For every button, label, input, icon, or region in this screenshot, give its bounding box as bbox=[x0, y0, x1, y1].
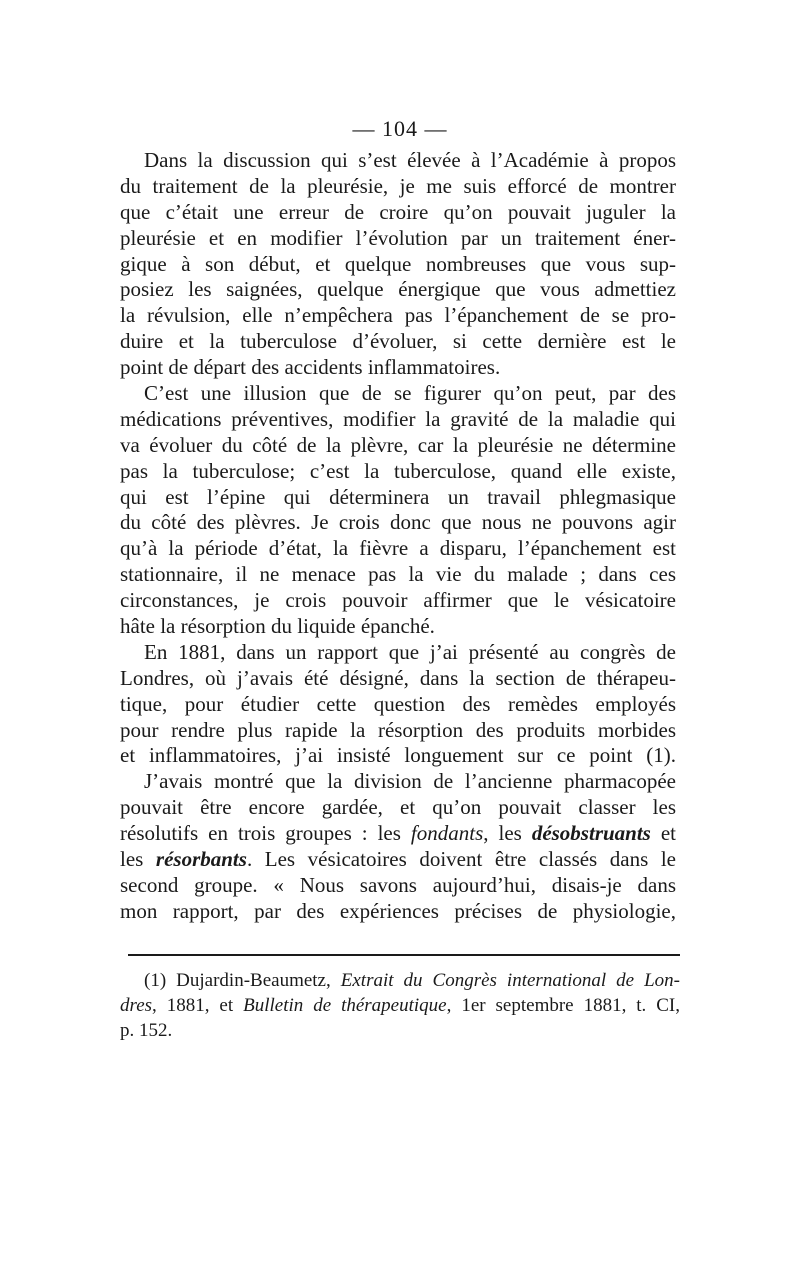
text-line: va évoluer du côté de la plèvre, car la pleurésie ne détermine bbox=[120, 432, 676, 457]
footnote-line bbox=[120, 968, 680, 993]
footnote-title: Extrait du Congrès international de Lon- bbox=[340, 970, 680, 991]
text-line: pour rendre plus rapide la résorption des produits morbides bbox=[120, 717, 676, 742]
text-line: pouvait être encore gardée, et qu’on pouvait classer les bbox=[120, 795, 676, 820]
footnote-line bbox=[120, 993, 680, 1018]
text-line: duire et la tuberculose d’évoluer, si cette dernière est le bbox=[120, 329, 676, 354]
text-line: que c’était une erreur de croire qu’on pouvait juguler la bbox=[120, 199, 676, 224]
text-line: qui est l’épine qui déterminera un travail phlegmasique bbox=[120, 484, 676, 509]
text-run: , 1er septembre 1881, t. CI, bbox=[446, 995, 680, 1016]
text-line bbox=[120, 821, 676, 847]
text-line: pleurésie et en modifier l’évolution par un traitement éner- bbox=[120, 225, 676, 250]
text-line: qu’à la période d’état, la fièvre a disparu, l’épanchement est bbox=[120, 536, 676, 561]
text-line: hâte la résorption du liquide épanché. bbox=[120, 614, 435, 639]
footnote bbox=[120, 968, 680, 1043]
body-text bbox=[120, 148, 676, 925]
text-line: tique, pour étudier cette question des remèdes employés bbox=[120, 691, 676, 716]
text-line: En 1881, dans un rapport que j’ai présenté au congrès de bbox=[144, 639, 676, 664]
text-line: et inflammatoires, j’ai insisté longuement sur ce point (1). bbox=[120, 743, 676, 768]
text-line: J’avais montré que la division de l’ancienne pharmacopée bbox=[144, 769, 676, 794]
text-line: médications préventives, modifier la gravité de la maladie qui bbox=[120, 406, 676, 431]
text-line: Londres, où j’avais été désigné, dans la section de thérapeu- bbox=[120, 665, 676, 690]
text-run: les bbox=[120, 847, 156, 872]
text-line: second groupe. « Nous savons aujourd’hui, disais-je dans bbox=[120, 872, 676, 897]
text-run: . Les vésicatoires doivent être classés dans le bbox=[246, 847, 677, 872]
term-resorbants: résorbants bbox=[155, 847, 247, 872]
text-line: circonstances, je crois pouvoir affirmer que le vésicatoire bbox=[120, 588, 676, 613]
text-line: Dans la discussion qui s’est élevée à l’Académie à propos bbox=[144, 148, 676, 172]
text-line: pas la tuberculose; c’est la tuberculose, quand elle existe, bbox=[120, 458, 676, 483]
text-run: , les bbox=[483, 821, 532, 846]
text-run: résolutifs en trois groupes : les bbox=[120, 821, 411, 846]
page-number: — 104 — bbox=[352, 116, 448, 141]
text-line: gique à son début, et quelque nombreuses que vous sup- bbox=[120, 251, 676, 276]
text-line: point de départ des accidents inflammatoires. bbox=[120, 355, 501, 380]
text-line: mon rapport, par des expériences précises de physiologie, bbox=[120, 898, 676, 923]
text-line: C’est une illusion que de se figurer qu’on peut, par des bbox=[144, 381, 676, 406]
text-line bbox=[120, 847, 676, 873]
text-line: stationnaire, il ne menace pas la vie du malade ; dans ces bbox=[120, 562, 676, 587]
text-run: et bbox=[650, 821, 677, 846]
text-line: du côté des plèvres. Je crois donc que nous ne pouvons agir bbox=[120, 510, 676, 535]
term-fondants: fondants bbox=[410, 821, 484, 846]
text-line: la révulsion, elle n’empêchera pas l’épanchement de se pro- bbox=[120, 303, 676, 328]
footnote-marker: (1) Dujardin-Beaumetz, bbox=[144, 970, 341, 991]
footnote-rule bbox=[128, 954, 680, 956]
text-run: , 1881, et bbox=[152, 995, 244, 1016]
footnote-line: p. 152. bbox=[120, 1020, 173, 1041]
text-line: du traitement de la pleurésie, je me suis efforcé de montrer bbox=[120, 173, 676, 198]
footnote-journal: Bulletin de thérapeutique bbox=[243, 995, 447, 1016]
footnote-title: dres bbox=[120, 995, 153, 1016]
term-desobstruants: désobstruants bbox=[531, 821, 651, 846]
text-line: posiez les saignées, quelque énergique que vous admettiez bbox=[120, 277, 676, 302]
